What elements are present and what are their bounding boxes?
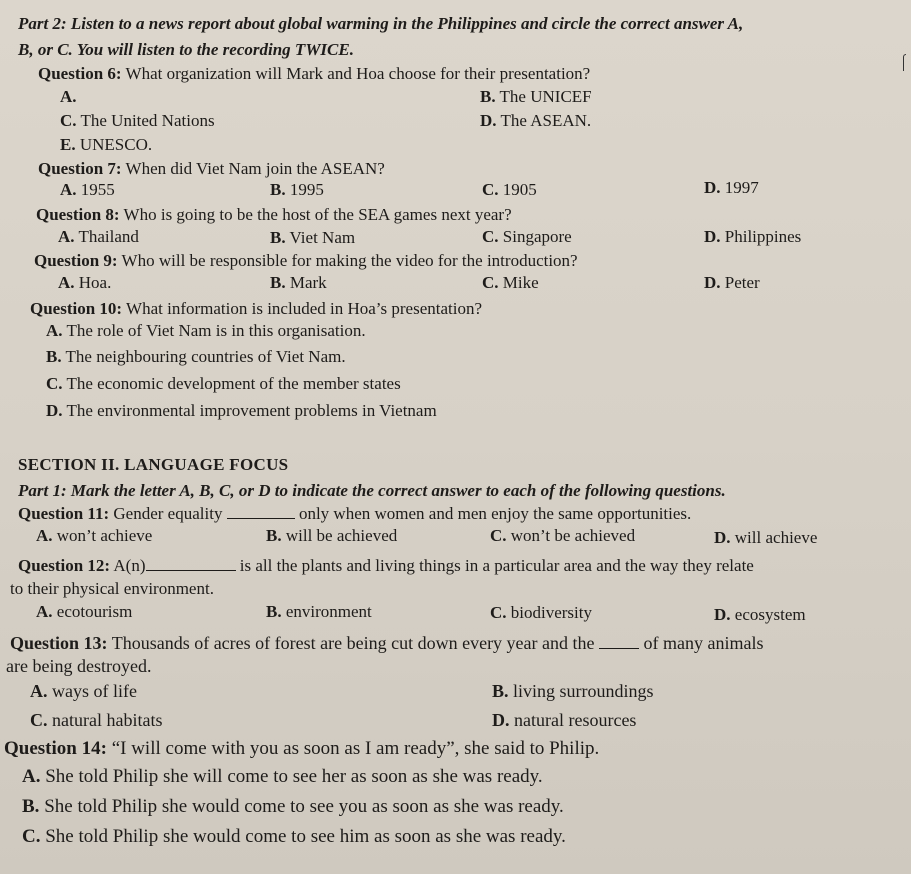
q8-option-d[interactable]: D. Philippines: [704, 227, 802, 246]
question-13-label: Question 13:: [10, 633, 108, 653]
q12-option-b[interactable]: B. environment: [266, 602, 372, 621]
page-edge-mark: [903, 54, 906, 71]
question-13: Question 13: Thousands of acres of forest are being cut down every year and the of many animals: [10, 633, 764, 653]
q9-option-b[interactable]: B. Mark: [270, 273, 327, 292]
q8-option-c[interactable]: C. Singapore: [482, 227, 572, 246]
question-9-label: Question 9:: [34, 251, 118, 270]
q8-option-b[interactable]: B. Viet Nam: [270, 228, 356, 247]
question-14-label: Question 14:: [4, 738, 107, 759]
q11-option-a[interactable]: A. won’t achieve: [36, 526, 153, 545]
q14-option-c[interactable]: C. She told Philip she would come to see him as soon as she was ready.: [22, 826, 566, 847]
q13-option-a[interactable]: A. ways of life: [30, 681, 137, 701]
q13-option-b[interactable]: B. living surroundings: [492, 681, 654, 701]
question-10: [30, 299, 482, 319]
question-12-label: Question 12:: [18, 556, 111, 575]
part1-instruction: Part 1: Mark the letter A, B, C, or D to indicate the correct answer to each of the following questions.: [18, 481, 726, 500]
q7-option-d[interactable]: D. 1997: [704, 178, 759, 197]
q10-option-a[interactable]: A. The role of Viet Nam is in this organisation.: [46, 321, 366, 340]
q7-option-b[interactable]: B. 1995: [270, 180, 324, 199]
section-2-heading: SECTION II. LANGUAGE FOCUS: [18, 455, 289, 474]
question-7-text: When did Viet Nam join the ASEAN?: [125, 159, 385, 178]
question-8-text: Who is going to be the host of the SEA games next year?: [123, 205, 512, 224]
question-14-text: “I will come with you as soon as I am ready”, she said to Philip.: [111, 738, 600, 759]
q12-option-a[interactable]: A. ecotourism: [36, 602, 133, 621]
question-7-label: Question 7:: [38, 159, 122, 178]
q10-option-c[interactable]: C. The economic development of the member states: [46, 374, 401, 393]
q12-answer-blank[interactable]: [146, 556, 236, 571]
q8-option-a[interactable]: A. Thailand: [58, 227, 139, 246]
q13-option-c[interactable]: C. natural habitats: [30, 710, 163, 730]
q9-option-c[interactable]: C. Mike: [482, 273, 539, 292]
q9-option-a[interactable]: A. Hoa.: [58, 273, 112, 292]
question-8: [36, 205, 512, 225]
q9-option-d[interactable]: D. Peter: [704, 273, 760, 292]
q7-option-a[interactable]: A. 1955: [60, 180, 115, 199]
question-12-line2: to their physical environment.: [10, 579, 214, 598]
q6-option-e[interactable]: E. UNESCO.: [60, 135, 153, 154]
q7-option-c[interactable]: C. 1905: [482, 180, 537, 199]
q6-option-a[interactable]: A.: [60, 87, 77, 106]
question-8-label: Question 8:: [36, 205, 120, 224]
question-10-label: Question 10:: [30, 299, 123, 318]
q12-option-c[interactable]: C. biodiversity: [490, 603, 592, 622]
question-6-text: What organization will Mark and Hoa choose for their presentation?: [125, 64, 591, 83]
question-7: [38, 159, 385, 179]
part2-instruction-line2: B, or C. You will listen to the recording TWICE.: [18, 40, 354, 59]
q12-option-d[interactable]: D. ecosystem: [714, 605, 806, 624]
question-10-text: What information is included in Hoa’s presentation?: [126, 299, 483, 318]
q6-option-c[interactable]: C. The United Nations: [60, 111, 215, 130]
q6-option-b[interactable]: B. The UNICEF: [480, 87, 592, 106]
question-6: [38, 64, 590, 84]
q14-option-b[interactable]: B. She told Philip she would come to see you as soon as she was ready.: [22, 796, 564, 817]
question-11: Question 11: Gender equality only when women and men enjoy the same opportunities.: [18, 504, 692, 523]
question-9-text: Who will be responsible for making the video for the introduction?: [121, 251, 578, 270]
q6-option-d[interactable]: D. The ASEAN.: [480, 111, 592, 130]
q11-option-d[interactable]: D. will achieve: [714, 528, 818, 547]
q13-option-d[interactable]: D. natural resources: [492, 710, 637, 730]
question-6-label: Question 6:: [38, 64, 122, 83]
q13-answer-blank[interactable]: [599, 634, 639, 649]
q14-option-a[interactable]: A. She told Philip she will come to see her as soon as she was ready.: [22, 766, 543, 787]
question-11-label: Question 11:: [18, 504, 110, 523]
question-9: [34, 251, 578, 271]
q11-answer-blank[interactable]: [227, 504, 295, 519]
q10-option-b[interactable]: B. The neighbouring countries of Viet Nam.: [46, 347, 346, 366]
q11-option-b[interactable]: B. will be achieved: [266, 526, 398, 545]
part2-instruction-line1: Part 2: Listen to a news report about global warming in the Philippines and circle the correct answer A,: [18, 14, 744, 33]
question-13-line2: are being destroyed.: [6, 656, 152, 676]
question-12: Question 12: A(n) is all the plants and living things in a particular area and the way they relate: [18, 556, 754, 575]
q11-option-c[interactable]: C. won’t be achieved: [490, 526, 636, 545]
question-14: [4, 738, 599, 760]
q10-option-d[interactable]: D. The environmental improvement problems in Vietnam: [46, 401, 437, 420]
